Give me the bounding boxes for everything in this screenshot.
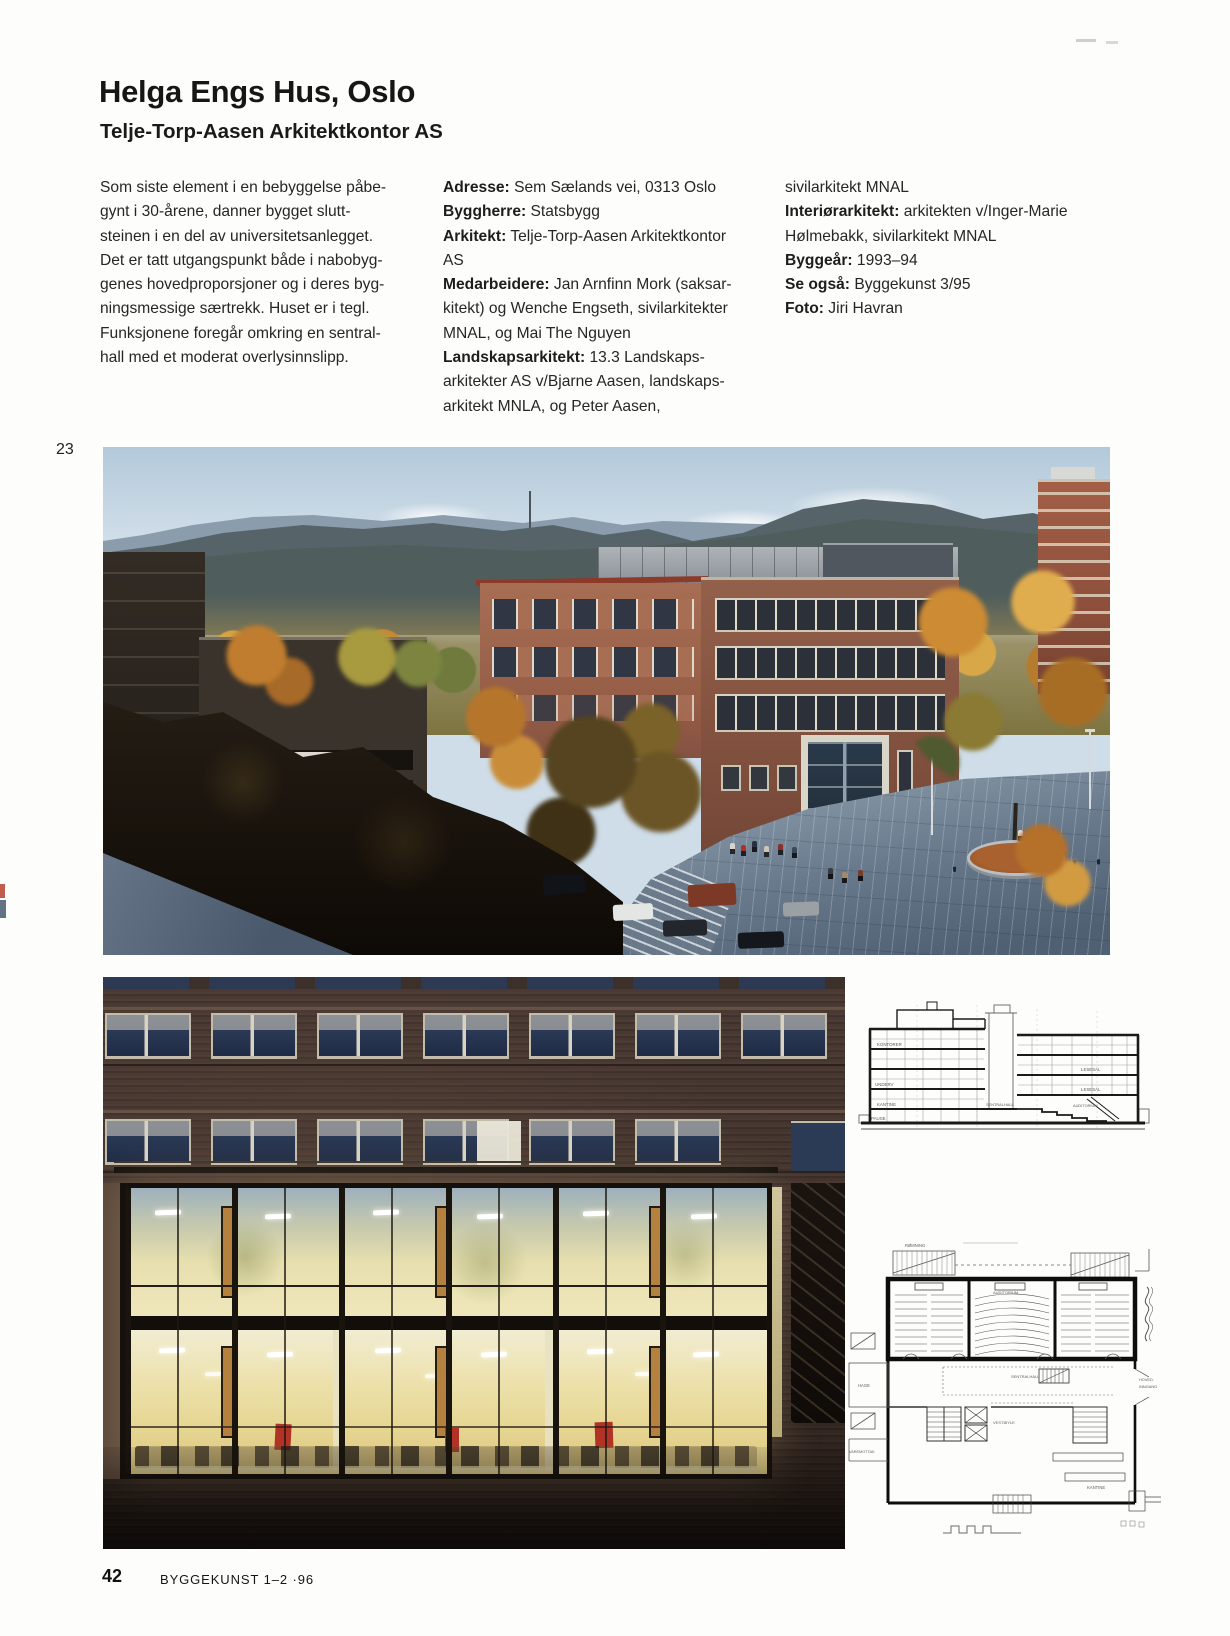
journal-footer: BYGGEKUNST 1–2 ·96 xyxy=(160,1572,314,1587)
credits-column-2 xyxy=(785,176,1135,322)
window-row xyxy=(492,599,694,629)
section-label-pause: PAUSE xyxy=(871,1116,886,1121)
text-line: Landskapsarkitekt: 13.3 Landskaps- xyxy=(443,349,705,367)
section-drawing xyxy=(857,997,1149,1139)
window-row-cropped xyxy=(103,977,845,989)
window xyxy=(211,1119,297,1165)
section-label-underv: UNDERV xyxy=(875,1082,894,1087)
text-line: steinen i en del av universitetsanlegget. xyxy=(100,227,374,245)
text-line: ningsmessige særtrekk. Huset er i tegl. xyxy=(100,300,370,318)
person xyxy=(842,872,847,883)
plan-label-kantine: KANTINE xyxy=(1087,1485,1106,1490)
window xyxy=(105,1119,191,1165)
text-line: Adresse: Sem Sælands vei, 0313 Oslo xyxy=(443,179,717,196)
section-label-kantine: KANTINE xyxy=(877,1102,897,1107)
window xyxy=(777,765,797,791)
window xyxy=(317,1013,403,1059)
text-line: hall med et moderat overlysinnslipp. xyxy=(100,349,349,367)
scan-artifact xyxy=(0,884,5,898)
text-line: Se også: Byggekunst 3/95 xyxy=(785,276,971,294)
section-label-auditorium: AUDITORIUM xyxy=(1073,1103,1098,1108)
mullion-grid xyxy=(125,1188,767,1474)
lit-brick-edge xyxy=(103,1183,120,1479)
window xyxy=(635,1013,721,1059)
text-line: AS xyxy=(443,251,464,269)
text-line: Byggherre: Statsbygg xyxy=(443,203,600,221)
section-label-lesesal-2: LESESAL xyxy=(1081,1087,1101,1092)
plan-label-hoved: HOVED- xyxy=(1139,1377,1155,1382)
text-line: Som siste element i en bebyggelse påbe- xyxy=(100,179,387,196)
page-subtitle: Telje-Torp-Aasen Arkitektkontor AS xyxy=(100,120,443,143)
car xyxy=(738,931,785,949)
window xyxy=(741,1013,827,1059)
text-line: genes hovedproporsjoner og i deres byg- xyxy=(100,276,385,294)
page-number: 42 xyxy=(102,1566,123,1586)
plan-label-varemottak: VAREMOTTAK xyxy=(849,1450,875,1454)
van xyxy=(687,883,736,907)
glass-box xyxy=(120,1183,772,1479)
text-line: kitekt) og Wenche Engseth, sivilarkitekter xyxy=(443,300,728,318)
text-line: gynt i 30-årene, danner bygget slutt- xyxy=(100,203,351,221)
string-course xyxy=(103,1110,845,1113)
text-line: arkitekter AS v/Bjarne Aasen, landskaps- xyxy=(443,373,725,391)
person xyxy=(730,843,735,854)
page-title: Helga Engs Hus, Oslo xyxy=(99,74,416,109)
person xyxy=(858,870,863,881)
scan-artifact xyxy=(1106,41,1118,44)
text-line: Hølmebakk, sivilarkitekt MNAL xyxy=(785,227,997,245)
person xyxy=(752,841,757,852)
car xyxy=(542,873,585,896)
text-line: Interiørarkitekt: arkitekten v/Inger-Marie xyxy=(785,203,1068,221)
photo-aerial-view xyxy=(103,447,1110,955)
plan-label-hage: HAGE xyxy=(858,1383,870,1388)
window-fragment xyxy=(791,1121,845,1171)
plan-label-romning: RØMNING xyxy=(905,1243,926,1248)
text-line: Funksjonene foregår omkring en sentral- xyxy=(100,324,381,342)
person xyxy=(828,868,833,879)
section-label-lesesal: LESESAL xyxy=(1081,1067,1101,1072)
lit-glass-sliver xyxy=(772,1187,782,1437)
plan-label-sentralhall: SENTRALHALL xyxy=(1011,1374,1040,1379)
section-label-kontorer: KONTORER xyxy=(877,1042,902,1047)
window xyxy=(635,1119,721,1165)
person xyxy=(741,845,746,856)
text-line: MNAL, og Mai The Nguyen xyxy=(443,324,631,342)
credits-column-1 xyxy=(443,176,783,419)
window xyxy=(529,1013,615,1059)
floor-plan-drawing xyxy=(843,1191,1161,1543)
photo-evening-facade xyxy=(103,977,845,1549)
text-line: Det er tatt utgangspunkt både i nabobyg- xyxy=(100,251,383,269)
window xyxy=(749,765,769,791)
person xyxy=(778,844,783,855)
lit-window xyxy=(477,1121,521,1165)
text-line: Medarbeidere: Jan Arnfinn Mork (saksar- xyxy=(443,276,732,294)
stair-recess xyxy=(791,1183,845,1423)
window xyxy=(317,1119,403,1165)
text-line: arkitekt MNLA, og Peter Aasen, xyxy=(443,397,661,415)
window xyxy=(105,1013,191,1059)
window xyxy=(529,1119,615,1165)
plan-label-auditorium: AUDITORIUM xyxy=(993,1290,1019,1295)
scan-artifact xyxy=(0,900,6,918)
car xyxy=(783,901,819,916)
tree-cluster xyxy=(893,542,1110,792)
highrise-penthouse xyxy=(1051,467,1095,479)
car-white xyxy=(613,903,654,921)
section-label-sentralhall: SENTRALHALL xyxy=(986,1102,1014,1107)
text-line: Byggeår: 1993–94 xyxy=(785,251,918,269)
string-course xyxy=(103,1007,845,1010)
plan-label-vestibyle: VESTIBYLE xyxy=(993,1420,1015,1425)
person xyxy=(792,847,797,858)
window xyxy=(423,1013,509,1059)
text-line: Foto: Jiri Havran xyxy=(785,300,903,318)
person xyxy=(764,846,769,857)
intro-paragraph xyxy=(100,176,430,370)
text-line: Arkitekt: Telje-Torp-Aasen Arkitektkontor xyxy=(443,227,727,245)
string-course xyxy=(103,1064,845,1066)
tree xyxy=(983,792,1110,922)
plan-label-inngang: INNGANG xyxy=(1139,1384,1158,1389)
text-line: sivilarkitekt MNAL xyxy=(785,179,909,196)
scan-artifact xyxy=(1076,39,1096,42)
figure-number: 23 xyxy=(56,441,74,458)
canopy-rail xyxy=(114,1161,778,1163)
base-shadow xyxy=(103,1447,845,1549)
car xyxy=(663,919,708,937)
glass-box-canopy xyxy=(114,1167,778,1173)
window xyxy=(211,1013,297,1059)
